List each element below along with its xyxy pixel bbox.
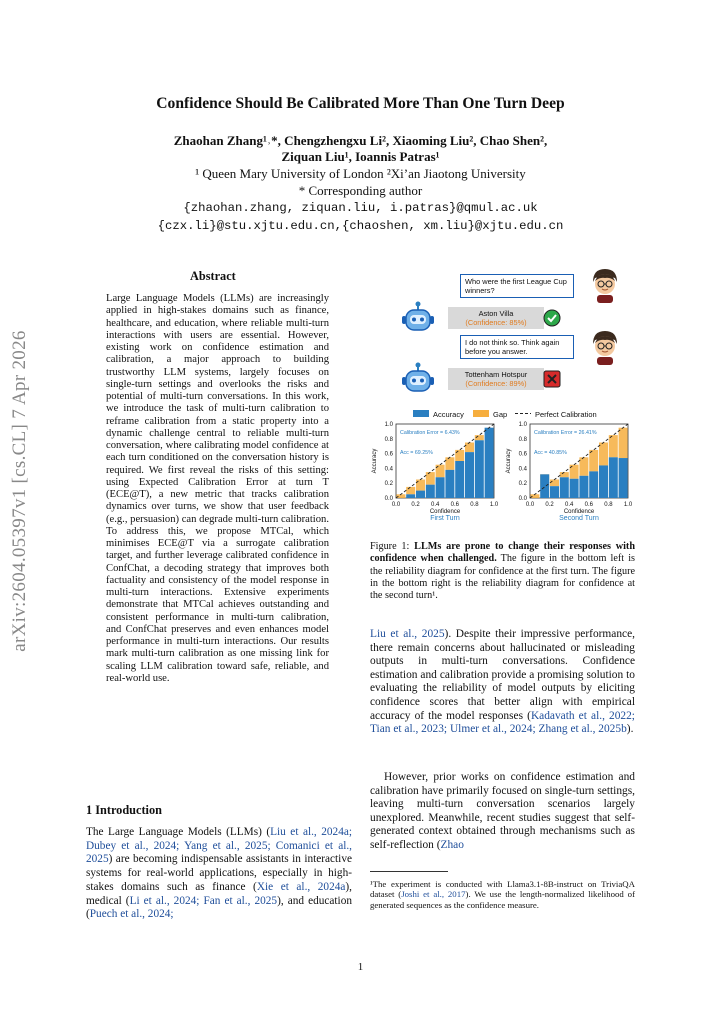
accuracy-annotation: Acc = 40.85% <box>534 450 567 456</box>
accuracy-bar <box>589 471 598 498</box>
citation-link[interactable]: Liu et al., 2025 <box>370 628 445 640</box>
abstract-heading: Abstract <box>190 269 236 283</box>
calibration-error-annotation: Calibration Error = 6.43% <box>400 430 460 436</box>
citation-link[interactable]: Liu et al., 2024a; Dubey et al., 2024; Yang et al., 2025; Comanici et al., 2025 <box>86 826 352 866</box>
y-tick-label: 0.8 <box>384 436 393 443</box>
robot-icon <box>400 361 440 401</box>
legend-label-accuracy: Accuracy <box>433 410 464 419</box>
arxiv-sidebar-stamp: arXiv:2604.05397v1 [cs.CL] 7 Apr 2026 <box>9 330 30 652</box>
email-line-1: {zhaohan.zhang, ziquan.liu, i.patras}@qmul.ac.uk <box>183 201 538 215</box>
citation-link[interactable]: Puech et al., 2024; <box>89 908 174 921</box>
accuracy-bar <box>550 486 559 498</box>
accuracy-bar <box>426 485 435 498</box>
y-axis-label: Accuracy <box>372 448 378 474</box>
legend-swatch-accuracy <box>413 410 429 417</box>
x-tick-label: 1.0 <box>623 502 633 508</box>
accuracy-bar <box>599 465 608 498</box>
x-axis-label: Confidence <box>429 509 461 515</box>
x-tick-label: 0.0 <box>391 502 401 508</box>
x-tick-label: 1.0 <box>489 502 499 508</box>
y-tick-label: 0.2 <box>518 481 527 488</box>
legend-swatch-gap <box>473 410 489 417</box>
gap-bar <box>560 472 569 477</box>
right-column-paragraph-1: Liu et al., 2025). Despite their impressive performance, there remain concerns about hallucinated or misleading outputs in multi-turn conversations. Confidence estimation and calibration provide a promising solution to evaluating the reliability of model outputs by eliciting confidence scores that better align with empirical accuracy of the model responses (Kadavath et al., 2022; Tian et al., 2023; Ulmer et al., 2024; Zhang et al., 2025b). <box>370 628 636 736</box>
y-tick-label: 0.4 <box>518 466 527 473</box>
citation-link[interactable]: Zhao <box>440 838 464 851</box>
accuracy-bar <box>416 491 425 498</box>
right-column-paragraph-2: However, prior works on confidence estimation and calibration have primarily focused on single-turn settings, leaving multi-turn conversation scenarios largely unexplored. Meanwhile, recent studies suggest that self-generated context obtained through mechanisms such as self-reflection (Zhao <box>370 771 635 851</box>
x-tick-label: 0.8 <box>470 502 479 508</box>
user-avatar-icon <box>588 266 622 304</box>
y-tick-label: 0.6 <box>518 451 527 458</box>
chart-title: First Turn <box>430 515 460 522</box>
x-tick-label: 0.4 <box>565 502 574 508</box>
corresponding-note: * Corresponding author <box>298 183 423 198</box>
figure-caption: Figure 1: LLMs are prone to change their responses with confidence when challenged. The figure in the bottom left is the reliability diagram for confidence at the first turn. The figure in the bottom right is the reliability diagram for confidence at the second turn¹. <box>370 541 635 602</box>
paper-title: Confidence Should Be Calibrated More Than One Turn Deep <box>156 95 565 112</box>
intro-paragraph: The Large Language Models (LLMs) (Liu et al., 2024a; Dubey et al., 2024; Yang et al., 2025; Comanici et al., 2025) are becoming indispensable assistants in interactive systems for real-world applications, especially in high-stakes domains such as finance (Xie et al., 2024a), medical (Li et al., 2024; Fan et al., 2025), and education (Puech et al., 2024; <box>86 826 352 921</box>
section-heading-introduction: 1 Introduction <box>86 803 162 817</box>
accuracy-bar <box>406 494 415 498</box>
page-number: 1 <box>357 961 364 973</box>
accuracy-bar <box>445 470 454 498</box>
cross-icon <box>543 370 561 388</box>
x-axis-label: Confidence <box>563 509 595 515</box>
accuracy-bar <box>560 477 569 498</box>
gap-bar <box>406 487 415 494</box>
gap-bar <box>465 443 474 453</box>
accuracy-bar <box>570 479 579 498</box>
calibration-error-annotation: Calibration Error = 26.41% <box>534 430 597 436</box>
y-tick-label: 0.0 <box>518 496 527 502</box>
model-answer-2: Tottenham Hotspur (Confidence: 89%) <box>448 368 544 390</box>
chart-title: Second Turn <box>559 515 599 522</box>
accuracy-bar <box>455 461 464 498</box>
accuracy-annotation: Acc = 69.25% <box>400 450 433 456</box>
email-line-2: {czx.li}@stu.xjtu.edu.cn,{chaoshen, xm.liu}@xjtu.edu.cn <box>157 219 564 233</box>
gap-bar <box>599 443 608 466</box>
x-tick-label: 0.2 <box>411 502 420 508</box>
x-tick-label: 0.0 <box>525 502 535 508</box>
author-line-1: Zhaohan Zhang¹˒*, Chengzhengxu Li², Xiaoming Liu², Chao Shen², <box>173 133 548 148</box>
gap-bar <box>445 457 454 470</box>
footnote: ¹The experiment is conducted with Llama3.1-8B-instruct on TriviaQA dataset (Joshi et al., 2017). We use the length-normalized likelihood of generated sequences as the confidence measure. <box>370 879 635 910</box>
accuracy-bar <box>609 457 618 498</box>
y-tick-label: 0.0 <box>384 496 393 502</box>
robot-icon <box>400 300 440 340</box>
accuracy-bar <box>619 458 628 498</box>
abstract-body: Large Language Models (LLMs) are increasingly applied in high-stakes domains such as finance, healthcare, and education, where reliable multi-turn interactions with users are essential. However, existing work on confidence estimation and calibration, a major approach to building trustworthy LLM systems, largely focuses on single-turn settings and overlooks the risks and potential of multi-turn conversations. In this work, we introduce the task of multi-turn calibration to reframe calibration from a static property into a dynamic challenge central to reliable multi-turn conversation, where calibrating model confidence at each turn conditioned on the conversation history is required. We first reveal the risks of this setting: using Expected Calibration Error at turn T (ECE@T), a new metric that tracks calibration dynamics over turns, we show that user feedback (e.g., persuasion) can degrade multi-turn calibration. To address this, we propose MTCal, which minimises ECE@T via a surrogate calibration target, and further leverage calibrated confidence in ConfChat, a decoding strategy that improves both factuality and consistency of the model response in multi-turn interactions. Extensive experiments demonstrate that MTCal achieves outstanding and consistent performance in multi-turn calibration, and ConfChat preserves and even enhances model performance in multi-turn interactions. Our results mark multi-turn calibration as one missing link for scaling LLM calibration toward safe, reliable, and real-world use. <box>106 293 329 684</box>
accuracy-bar <box>475 440 484 498</box>
user-question-bubble: Who were the first League Cup winners? <box>460 274 574 298</box>
accuracy-bar <box>485 428 494 498</box>
x-tick-label: 0.6 <box>584 502 593 508</box>
citation-link[interactable]: Xie et al., 2024a <box>256 880 346 893</box>
x-tick-label: 0.8 <box>604 502 613 508</box>
gap-bar <box>579 457 588 476</box>
model-answer-1: Aston Villa (Confidence: 85%) <box>448 307 544 329</box>
gap-bar <box>619 428 628 458</box>
gap-bar <box>589 450 598 471</box>
y-axis-label: Accuracy <box>506 448 512 474</box>
legend-label-perfect: Perfect Calibration <box>535 410 597 419</box>
y-tick-label: 0.4 <box>384 466 393 473</box>
y-tick-label: 0.6 <box>384 451 393 458</box>
gap-bar <box>609 435 618 457</box>
y-tick-label: 1.0 <box>518 422 527 428</box>
user-avatar-icon <box>588 328 622 366</box>
accuracy-bar <box>436 477 445 498</box>
gap-bar <box>416 480 425 491</box>
citation-link[interactable]: Li et al., 2024; Fan et al., 2025 <box>129 894 278 907</box>
y-tick-label: 0.8 <box>518 436 527 443</box>
gap-bar <box>426 472 435 485</box>
x-tick-label: 0.2 <box>545 502 554 508</box>
accuracy-bar <box>465 452 474 498</box>
gap-bar <box>550 480 559 487</box>
y-tick-label: 0.2 <box>384 481 393 488</box>
accuracy-bar <box>540 474 549 498</box>
author-line-2: Ziquan Liu¹, Ioannis Patras¹ <box>281 149 440 164</box>
check-icon <box>543 309 561 327</box>
reliability-diagram-first-turn <box>368 418 504 526</box>
user-challenge-bubble: I do not think so. Think again before you answer. <box>460 335 574 359</box>
citation-link[interactable]: Joshi et al., 2017 <box>401 889 466 900</box>
legend-label-gap: Gap <box>493 410 508 419</box>
y-tick-label: 1.0 <box>384 422 393 428</box>
affiliations: ¹ Queen Mary University of London ²Xi’an Jiaotong University <box>195 166 526 181</box>
gap-bar <box>455 450 464 461</box>
citation-link[interactable]: Kadavath et al., 2022; Tian et al., 2023; Ulmer et al., 2024; Zhang et al., 2025b <box>370 709 635 736</box>
reliability-diagram-second-turn <box>502 418 638 526</box>
x-tick-label: 0.6 <box>450 502 459 508</box>
x-tick-label: 0.4 <box>431 502 440 508</box>
accuracy-bar <box>579 476 588 498</box>
footnote-rule <box>370 871 448 872</box>
